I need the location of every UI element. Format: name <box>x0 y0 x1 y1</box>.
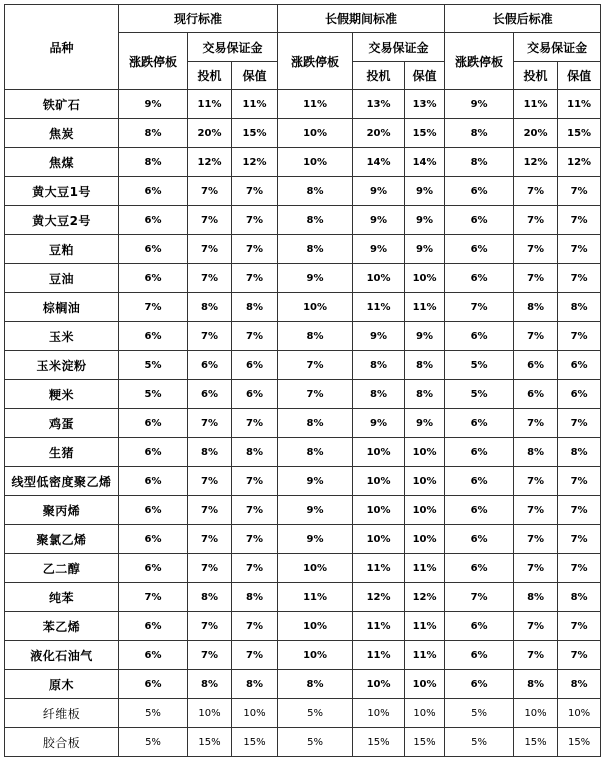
value-cell: 11% <box>558 90 601 119</box>
value-cell: 5% <box>119 699 188 728</box>
variety-name-cell: 棕榈油 <box>5 293 119 322</box>
value-cell: 8% <box>278 322 353 351</box>
value-cell: 8% <box>278 177 353 206</box>
table-row <box>5 670 601 699</box>
variety-name-cell: 粳米 <box>5 380 119 409</box>
value-cell: 9% <box>405 409 445 438</box>
value-cell: 11% <box>514 90 558 119</box>
value-cell: 8% <box>558 670 601 699</box>
value-cell: 7% <box>514 235 558 264</box>
value-cell: 7% <box>188 322 232 351</box>
value-cell: 8% <box>558 438 601 467</box>
value-cell: 10% <box>353 496 405 525</box>
value-cell: 6% <box>119 612 188 641</box>
header-margin-holiday: 交易保证金 <box>353 33 445 62</box>
value-cell: 6% <box>445 322 514 351</box>
value-cell: 8% <box>514 438 558 467</box>
table-row <box>5 90 601 119</box>
value-cell: 8% <box>514 293 558 322</box>
value-cell: 6% <box>445 670 514 699</box>
table-row <box>5 699 601 728</box>
value-cell: 7% <box>558 641 601 670</box>
table-row <box>5 496 601 525</box>
table-row <box>5 728 601 757</box>
value-cell: 6% <box>445 177 514 206</box>
value-cell: 8% <box>232 293 278 322</box>
value-cell: 8% <box>445 119 514 148</box>
value-cell: 6% <box>445 496 514 525</box>
value-cell: 11% <box>405 554 445 583</box>
value-cell: 6% <box>119 525 188 554</box>
value-cell: 7% <box>558 177 601 206</box>
value-cell: 10% <box>278 641 353 670</box>
value-cell: 5% <box>445 728 514 757</box>
value-cell: 7% <box>232 322 278 351</box>
value-cell: 15% <box>353 728 405 757</box>
value-cell: 8% <box>232 438 278 467</box>
value-cell: 11% <box>353 554 405 583</box>
value-cell: 13% <box>353 90 405 119</box>
value-cell: 7% <box>188 496 232 525</box>
value-cell: 11% <box>353 293 405 322</box>
value-cell: 7% <box>188 525 232 554</box>
variety-name-cell: 胶合板 <box>5 728 119 757</box>
value-cell: 8% <box>188 670 232 699</box>
value-cell: 8% <box>278 235 353 264</box>
value-cell: 6% <box>119 467 188 496</box>
table-row <box>5 554 601 583</box>
table-row <box>5 641 601 670</box>
variety-name-cell: 玉米淀粉 <box>5 351 119 380</box>
header-current-standard: 现行标准 <box>119 5 278 33</box>
table-row <box>5 583 601 612</box>
value-cell: 5% <box>445 351 514 380</box>
value-cell: 7% <box>232 496 278 525</box>
table-row <box>5 119 601 148</box>
value-cell: 11% <box>278 90 353 119</box>
value-cell: 8% <box>558 293 601 322</box>
value-cell: 12% <box>188 148 232 177</box>
value-cell: 7% <box>119 293 188 322</box>
value-cell: 7% <box>558 525 601 554</box>
variety-name-cell: 液化石油气 <box>5 641 119 670</box>
value-cell: 6% <box>119 235 188 264</box>
value-cell: 6% <box>445 264 514 293</box>
value-cell: 6% <box>119 554 188 583</box>
value-cell: 10% <box>405 264 445 293</box>
value-cell: 10% <box>353 467 405 496</box>
value-cell: 12% <box>558 148 601 177</box>
header-spec-post: 投机 <box>514 62 558 90</box>
variety-name-cell: 生猪 <box>5 438 119 467</box>
value-cell: 6% <box>445 235 514 264</box>
value-cell: 7% <box>188 554 232 583</box>
header-hedge-current: 保值 <box>232 62 278 90</box>
header-limit-current: 涨跌停板 <box>119 33 188 90</box>
value-cell: 9% <box>405 177 445 206</box>
variety-name-cell: 乙二醇 <box>5 554 119 583</box>
variety-name-cell: 铁矿石 <box>5 90 119 119</box>
value-cell: 10% <box>405 699 445 728</box>
value-cell: 6% <box>119 438 188 467</box>
variety-name-cell: 焦炭 <box>5 119 119 148</box>
value-cell: 9% <box>278 264 353 293</box>
value-cell: 10% <box>353 699 405 728</box>
value-cell: 9% <box>445 90 514 119</box>
variety-name-cell: 线型低密度聚乙烯 <box>5 467 119 496</box>
value-cell: 6% <box>119 409 188 438</box>
variety-name-cell: 焦煤 <box>5 148 119 177</box>
value-cell: 6% <box>119 641 188 670</box>
value-cell: 9% <box>353 206 405 235</box>
table-row <box>5 322 601 351</box>
value-cell: 6% <box>558 380 601 409</box>
value-cell: 6% <box>445 641 514 670</box>
value-cell: 11% <box>278 583 353 612</box>
variety-name-cell: 苯乙烯 <box>5 612 119 641</box>
value-cell: 7% <box>558 467 601 496</box>
value-cell: 9% <box>353 322 405 351</box>
value-cell: 20% <box>353 119 405 148</box>
value-cell: 9% <box>119 90 188 119</box>
variety-name-cell: 聚氯乙烯 <box>5 525 119 554</box>
margin-limit-table <box>4 4 601 757</box>
value-cell: 7% <box>514 409 558 438</box>
value-cell: 6% <box>558 351 601 380</box>
value-cell: 12% <box>232 148 278 177</box>
value-cell: 7% <box>232 177 278 206</box>
value-cell: 11% <box>405 641 445 670</box>
table-body <box>5 90 601 757</box>
value-cell: 7% <box>188 612 232 641</box>
value-cell: 7% <box>514 206 558 235</box>
value-cell: 6% <box>514 380 558 409</box>
value-cell: 12% <box>353 583 405 612</box>
value-cell: 6% <box>232 351 278 380</box>
value-cell: 8% <box>514 670 558 699</box>
value-cell: 7% <box>188 177 232 206</box>
header-limit-post: 涨跌停板 <box>445 33 514 90</box>
value-cell: 7% <box>514 177 558 206</box>
value-cell: 10% <box>232 699 278 728</box>
value-cell: 10% <box>353 670 405 699</box>
value-cell: 7% <box>278 351 353 380</box>
value-cell: 9% <box>405 322 445 351</box>
value-cell: 9% <box>278 525 353 554</box>
value-cell: 15% <box>405 728 445 757</box>
value-cell: 7% <box>514 612 558 641</box>
table-row <box>5 177 601 206</box>
header-margin-post: 交易保证金 <box>514 33 601 62</box>
value-cell: 8% <box>353 380 405 409</box>
value-cell: 7% <box>514 264 558 293</box>
value-cell: 10% <box>405 525 445 554</box>
value-cell: 5% <box>119 380 188 409</box>
value-cell: 6% <box>445 467 514 496</box>
value-cell: 7% <box>558 235 601 264</box>
value-cell: 8% <box>119 119 188 148</box>
table-row <box>5 525 601 554</box>
header-variety: 品种 <box>5 5 119 90</box>
value-cell: 7% <box>119 583 188 612</box>
table-row <box>5 293 601 322</box>
value-cell: 10% <box>405 467 445 496</box>
variety-name-cell: 聚丙烯 <box>5 496 119 525</box>
variety-name-cell: 玉米 <box>5 322 119 351</box>
value-cell: 7% <box>558 264 601 293</box>
header-hedge-holiday: 保值 <box>405 62 445 90</box>
value-cell: 7% <box>188 409 232 438</box>
value-cell: 9% <box>353 409 405 438</box>
value-cell: 7% <box>232 612 278 641</box>
value-cell: 11% <box>353 612 405 641</box>
value-cell: 6% <box>119 496 188 525</box>
value-cell: 8% <box>405 380 445 409</box>
header-post-holiday-standard: 长假后标准 <box>445 5 601 33</box>
value-cell: 8% <box>445 148 514 177</box>
value-cell: 10% <box>278 612 353 641</box>
value-cell: 8% <box>188 583 232 612</box>
value-cell: 8% <box>278 438 353 467</box>
value-cell: 6% <box>119 322 188 351</box>
value-cell: 8% <box>278 206 353 235</box>
variety-name-cell: 纤维板 <box>5 699 119 728</box>
value-cell: 10% <box>405 670 445 699</box>
table-row <box>5 438 601 467</box>
value-cell: 7% <box>558 496 601 525</box>
value-cell: 8% <box>188 293 232 322</box>
value-cell: 7% <box>514 496 558 525</box>
value-cell: 9% <box>405 235 445 264</box>
value-cell: 7% <box>558 612 601 641</box>
value-cell: 7% <box>188 264 232 293</box>
variety-name-cell: 鸡蛋 <box>5 409 119 438</box>
value-cell: 6% <box>119 206 188 235</box>
variety-name-cell: 黄大豆2号 <box>5 206 119 235</box>
value-cell: 7% <box>514 467 558 496</box>
value-cell: 12% <box>514 148 558 177</box>
value-cell: 6% <box>445 554 514 583</box>
value-cell: 15% <box>558 728 601 757</box>
value-cell: 10% <box>353 438 405 467</box>
header-spec-holiday: 投机 <box>353 62 405 90</box>
value-cell: 11% <box>188 90 232 119</box>
value-cell: 10% <box>278 148 353 177</box>
value-cell: 8% <box>405 351 445 380</box>
table-row <box>5 467 601 496</box>
variety-name-cell: 原木 <box>5 670 119 699</box>
value-cell: 7% <box>232 641 278 670</box>
value-cell: 7% <box>558 206 601 235</box>
variety-name-cell: 豆油 <box>5 264 119 293</box>
variety-name-cell: 纯苯 <box>5 583 119 612</box>
value-cell: 7% <box>514 322 558 351</box>
value-cell: 9% <box>278 496 353 525</box>
table-row <box>5 264 601 293</box>
table-row <box>5 206 601 235</box>
value-cell: 6% <box>445 612 514 641</box>
value-cell: 14% <box>405 148 445 177</box>
value-cell: 7% <box>514 641 558 670</box>
value-cell: 10% <box>353 264 405 293</box>
value-cell: 10% <box>405 496 445 525</box>
table-row <box>5 380 601 409</box>
table-row <box>5 235 601 264</box>
value-cell: 8% <box>119 148 188 177</box>
value-cell: 9% <box>353 235 405 264</box>
header-holiday-standard: 长假期间标准 <box>278 5 445 33</box>
value-cell: 12% <box>405 583 445 612</box>
value-cell: 10% <box>353 525 405 554</box>
value-cell: 13% <box>405 90 445 119</box>
value-cell: 15% <box>188 728 232 757</box>
table-row <box>5 351 601 380</box>
value-cell: 7% <box>232 467 278 496</box>
value-cell: 7% <box>558 322 601 351</box>
value-cell: 7% <box>232 264 278 293</box>
value-cell: 6% <box>514 351 558 380</box>
value-cell: 9% <box>405 206 445 235</box>
value-cell: 10% <box>278 293 353 322</box>
value-cell: 7% <box>188 467 232 496</box>
value-cell: 6% <box>445 206 514 235</box>
value-cell: 7% <box>188 235 232 264</box>
value-cell: 9% <box>278 467 353 496</box>
value-cell: 7% <box>232 554 278 583</box>
value-cell: 5% <box>119 351 188 380</box>
value-cell: 20% <box>188 119 232 148</box>
value-cell: 8% <box>514 583 558 612</box>
value-cell: 15% <box>514 728 558 757</box>
value-cell: 5% <box>278 699 353 728</box>
value-cell: 10% <box>514 699 558 728</box>
table-row <box>5 148 601 177</box>
value-cell: 10% <box>278 119 353 148</box>
value-cell: 7% <box>514 554 558 583</box>
value-cell: 6% <box>445 438 514 467</box>
value-cell: 10% <box>558 699 601 728</box>
value-cell: 7% <box>188 641 232 670</box>
value-cell: 7% <box>232 409 278 438</box>
value-cell: 6% <box>188 380 232 409</box>
value-cell: 6% <box>188 351 232 380</box>
value-cell: 5% <box>445 699 514 728</box>
value-cell: 8% <box>232 670 278 699</box>
value-cell: 11% <box>232 90 278 119</box>
value-cell: 15% <box>232 728 278 757</box>
variety-name-cell: 豆粕 <box>5 235 119 264</box>
value-cell: 7% <box>232 206 278 235</box>
table-row <box>5 612 601 641</box>
value-cell: 5% <box>278 728 353 757</box>
value-cell: 5% <box>445 380 514 409</box>
value-cell: 10% <box>278 554 353 583</box>
value-cell: 20% <box>514 119 558 148</box>
value-cell: 14% <box>353 148 405 177</box>
value-cell: 10% <box>405 438 445 467</box>
value-cell: 6% <box>119 670 188 699</box>
header-margin-current: 交易保证金 <box>188 33 278 62</box>
value-cell: 8% <box>232 583 278 612</box>
value-cell: 7% <box>514 525 558 554</box>
value-cell: 15% <box>405 119 445 148</box>
value-cell: 10% <box>188 699 232 728</box>
value-cell: 9% <box>353 177 405 206</box>
value-cell: 8% <box>558 583 601 612</box>
value-cell: 6% <box>445 525 514 554</box>
value-cell: 5% <box>119 728 188 757</box>
value-cell: 11% <box>405 293 445 322</box>
value-cell: 11% <box>405 612 445 641</box>
value-cell: 11% <box>353 641 405 670</box>
value-cell: 8% <box>278 409 353 438</box>
value-cell: 7% <box>278 380 353 409</box>
value-cell: 6% <box>119 264 188 293</box>
value-cell: 8% <box>353 351 405 380</box>
value-cell: 15% <box>558 119 601 148</box>
value-cell: 6% <box>232 380 278 409</box>
value-cell: 7% <box>445 583 514 612</box>
value-cell: 7% <box>232 525 278 554</box>
value-cell: 6% <box>119 177 188 206</box>
header-hedge-post: 保值 <box>558 62 601 90</box>
value-cell: 15% <box>232 119 278 148</box>
header-limit-holiday: 涨跌停板 <box>278 33 353 90</box>
header-spec-current: 投机 <box>188 62 232 90</box>
table-row <box>5 409 601 438</box>
value-cell: 7% <box>558 554 601 583</box>
value-cell: 8% <box>278 670 353 699</box>
variety-name-cell: 黄大豆1号 <box>5 177 119 206</box>
value-cell: 6% <box>445 409 514 438</box>
value-cell: 7% <box>558 409 601 438</box>
value-cell: 7% <box>445 293 514 322</box>
value-cell: 8% <box>188 438 232 467</box>
value-cell: 7% <box>232 235 278 264</box>
value-cell: 7% <box>188 206 232 235</box>
